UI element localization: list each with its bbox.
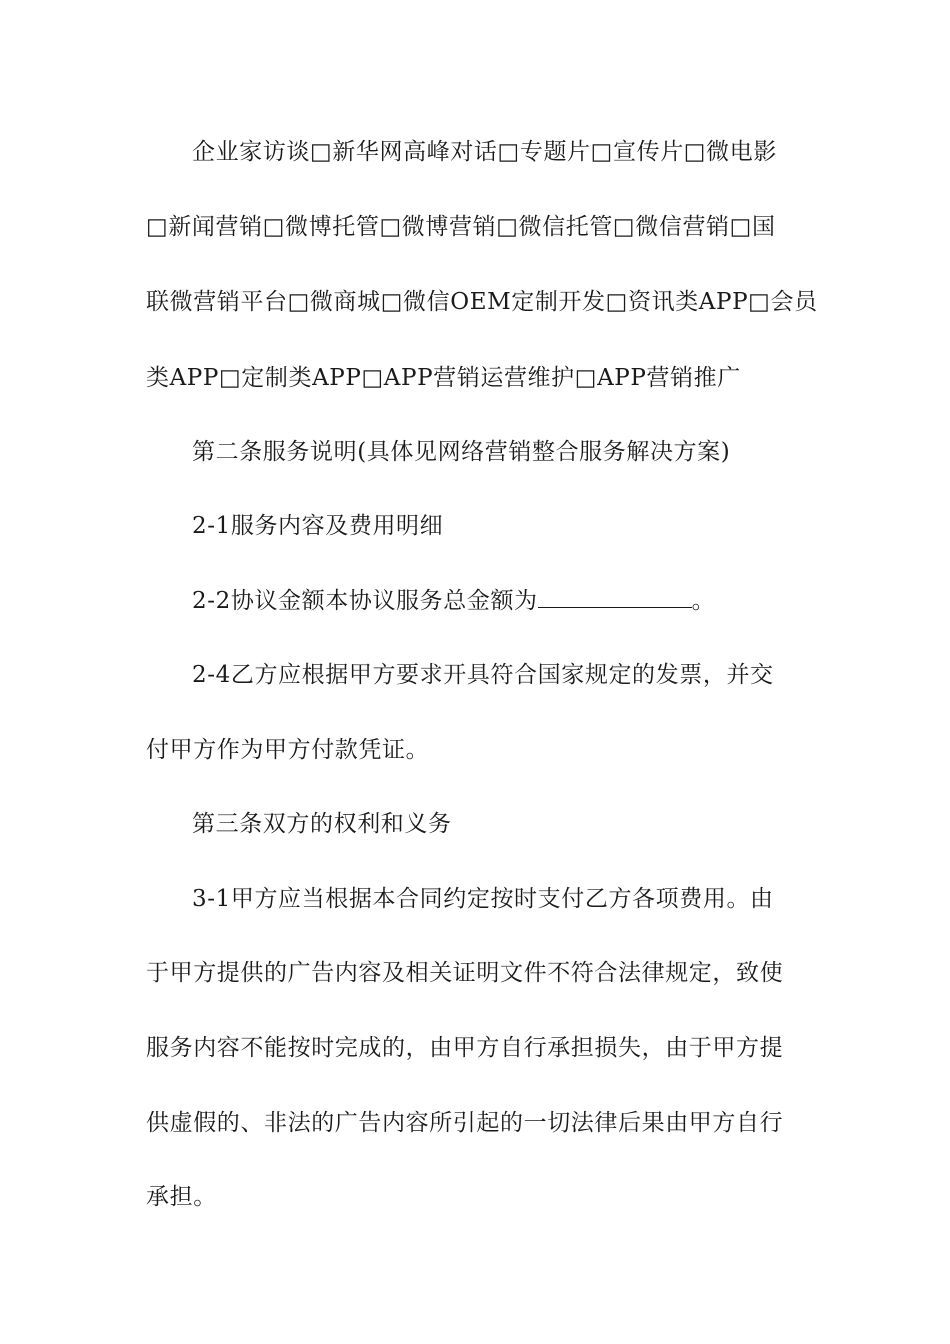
paragraph-line: □新闻营销□微博托管□微博营销□微信托管□微信营销□国 (146, 214, 776, 240)
clause-line: 2-4乙方应根据甲方要求开具符合国家规定的发票，并交 (192, 662, 774, 688)
amount-blank (538, 587, 692, 608)
paragraph-line: 服务内容不能按时完成的，由甲方自行承担损失，由于甲方提 (146, 1035, 784, 1061)
paragraph-line: 类APP□定制类APP□APP营销运营维护□APP营销推广 (146, 365, 741, 391)
section-heading: 第三条双方的权利和义务 (192, 811, 452, 837)
clause-line (192, 586, 715, 616)
clause-text: 2-2协议金额本协议服务总金额为 (192, 588, 538, 614)
paragraph-line: 付甲方作为甲方付款凭证。 (146, 737, 430, 763)
paragraph-line: 联微营销平台□微商城□微信OEM定制开发□资讯类APP□会员 (146, 289, 818, 315)
clause-end: 。 (691, 588, 716, 614)
clause-line: 3-1甲方应当根据本合同约定按时支付乙方各项费用。由 (192, 886, 774, 912)
paragraph-line: 于甲方提供的广告内容及相关证明文件不符合法律规定，致使 (146, 960, 784, 986)
paragraph-line: 企业家访谈□新华网高峰对话□专题片□宣传片□微电影 (192, 139, 777, 165)
paragraph-line: 承担。 (146, 1184, 217, 1210)
section-heading: 第二条服务说明(具体见网络营销整合服务解决方案) (192, 439, 731, 465)
paragraph-line: 供虚假的、非法的广告内容所引起的一切法律后果由甲方自行 (146, 1110, 784, 1136)
clause-line: 2-1服务内容及费用明细 (192, 513, 444, 539)
